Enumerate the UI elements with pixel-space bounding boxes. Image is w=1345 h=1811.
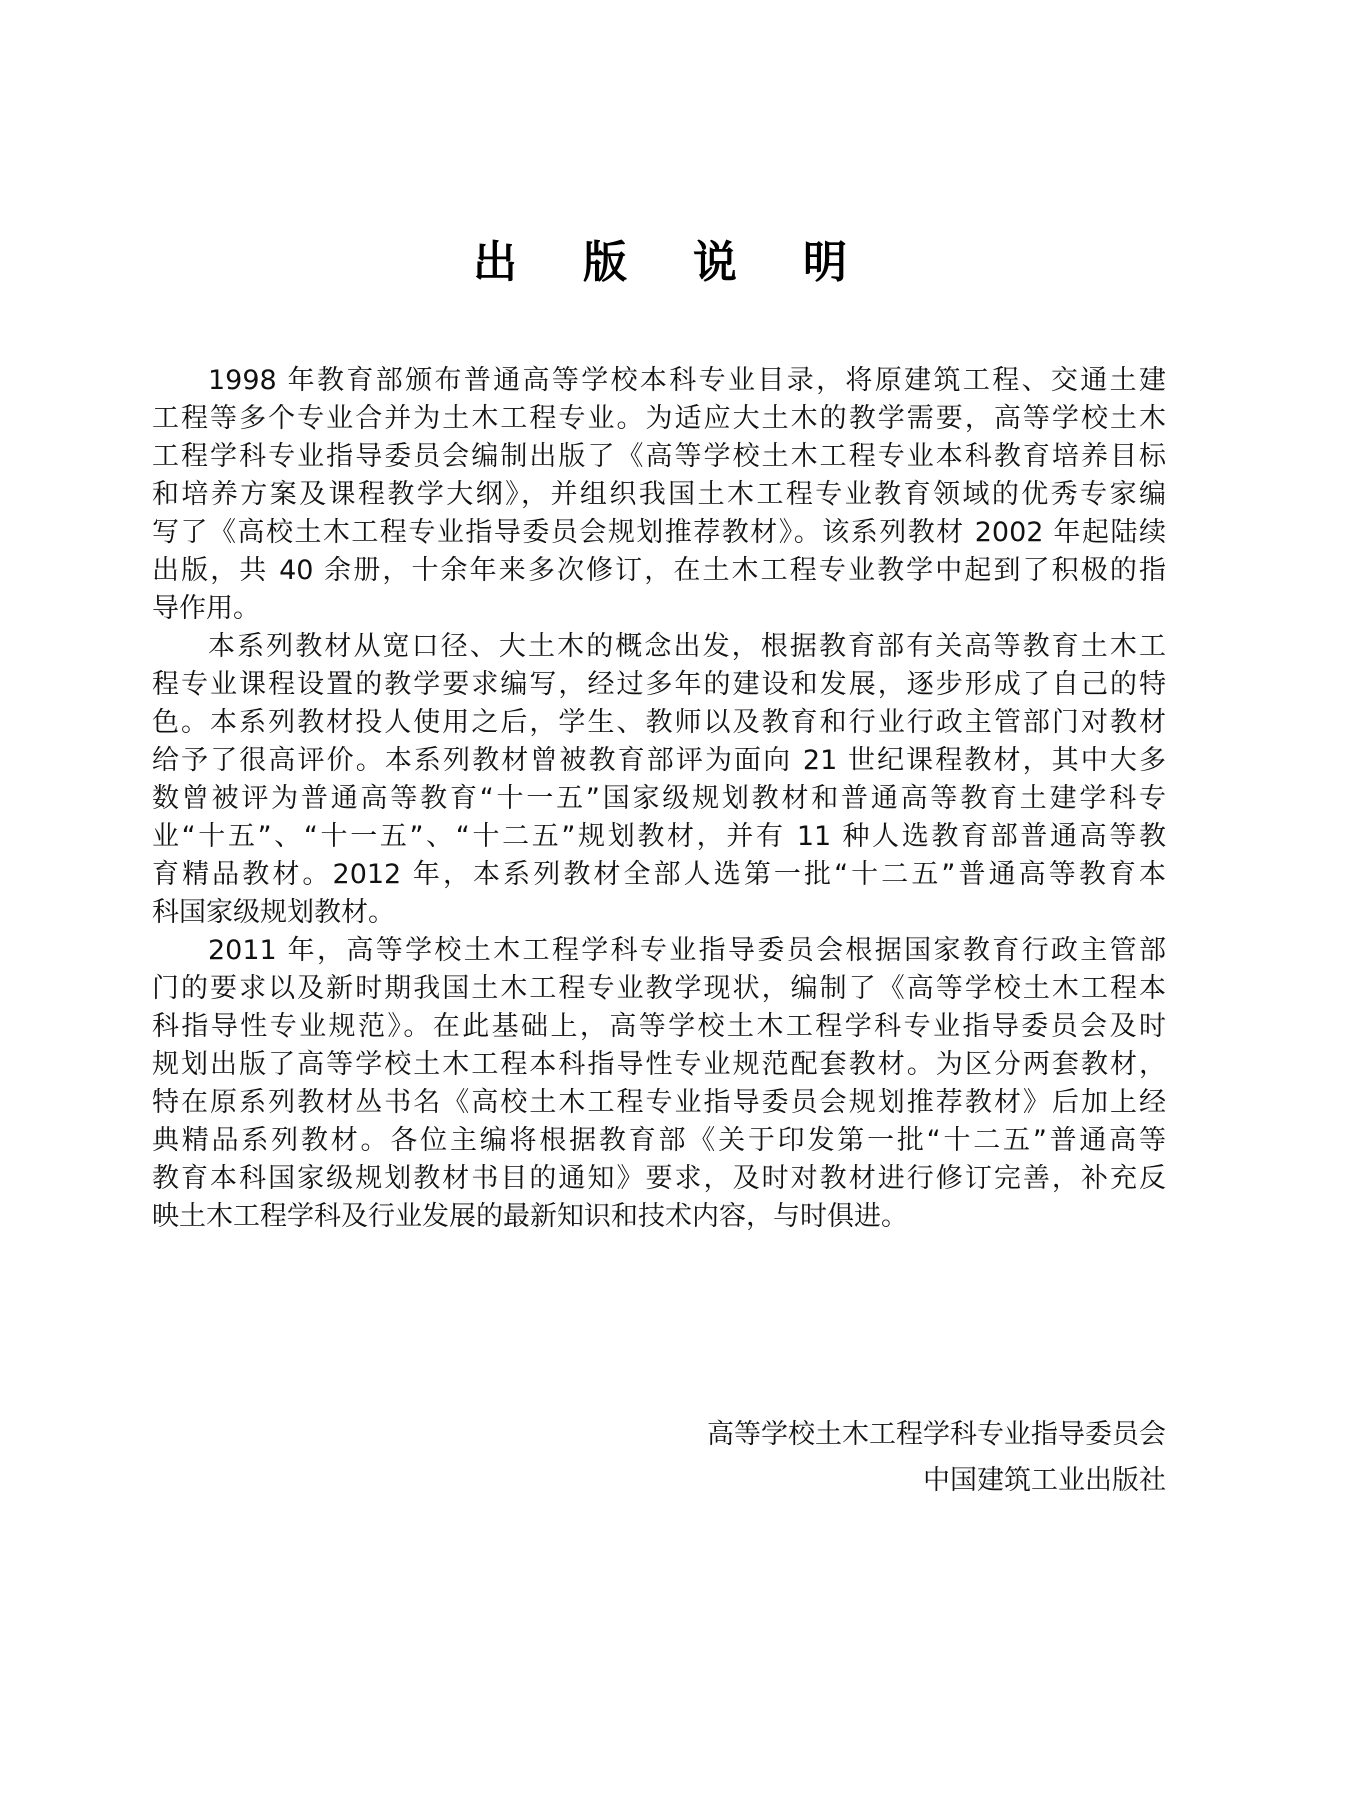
text-line: 数曾被评为普通高等教育“十一五”国家级规划教材和普通高等教育土建学科专 bbox=[152, 783, 1166, 814]
text-line: 规划出版了高等学校土木工程本科指导性专业规范配套教材。为区分两套教材， bbox=[152, 1049, 1166, 1080]
text-line: 程专业课程设置的教学要求编写，经过多年的建设和发展，逐步形成了自己的特 bbox=[152, 669, 1166, 700]
text-line: 映土木工程学科及行业发展的最新知识和技术内容，与时俱进。 bbox=[152, 1201, 908, 1232]
paragraph-3 bbox=[152, 932, 1166, 1236]
text-line: 写了《高校土木工程专业指导委员会规划推荐教材》。该系列教材 2002 年起陆续 bbox=[152, 517, 1166, 548]
title-char: 明 bbox=[803, 237, 847, 288]
text-line: 育精品教材。2012 年，本系列教材全部人选第一批“十二五”普通高等教育本 bbox=[152, 859, 1166, 890]
text-line: 科指导性专业规范》。在此基础上，高等学校土木工程学科专业指导委员会及时 bbox=[152, 1011, 1166, 1042]
page-title bbox=[470, 228, 850, 288]
text-line: 门的要求以及新时期我国土木工程专业教学现状，编制了《高等学校土木工程本 bbox=[152, 973, 1166, 1004]
title-char: 版 bbox=[583, 237, 627, 288]
title-char: 出 bbox=[473, 237, 517, 288]
text-line: 工程等多个专业合并为土木工程专业。为适应大土木的教学需要，高等学校土木 bbox=[152, 403, 1166, 434]
text-line: 特在原系列教材丛书名《高校土木工程专业指导委员会规划推荐教材》后加上经 bbox=[152, 1087, 1166, 1118]
text-line: 1998 年教育部颁布普通高等学校本科专业目录，将原建筑工程、交通土建 bbox=[208, 365, 1166, 396]
text-line: 和培养方案及课程教学大纲》，并组织我国土木工程专业教育领域的优秀专家编 bbox=[152, 479, 1166, 510]
text-line: 本系列教材从宽口径、大土木的概念出发，根据教育部有关高等教育土木工 bbox=[208, 631, 1166, 662]
text-line: 色。本系列教材投人使用之后，学生、教师以及教育和行业行政主管部门对教材 bbox=[152, 707, 1166, 738]
text-line: 出版，共 40 余册，十余年来多次修订，在土木工程专业教学中起到了积极的指 bbox=[152, 555, 1166, 586]
text-line: 导作用。 bbox=[152, 593, 260, 624]
text-line: 给予了很高评价。本系列教材曾被教育部评为面向 21 世纪课程教材，其中大多 bbox=[152, 745, 1166, 776]
body-text bbox=[152, 362, 1166, 1236]
text-line: 教育本科国家级规划教材书目的通知》要求，及时对教材进行修订完善，补充反 bbox=[152, 1163, 1166, 1194]
signature-organization: 高等学校土木工程学科专业指导委员会 bbox=[707, 1419, 1166, 1450]
text-line: 科国家级规划教材。 bbox=[152, 897, 395, 928]
title-char: 说 bbox=[693, 237, 737, 288]
signature-publisher: 中国建筑工业出版社 bbox=[923, 1465, 1166, 1496]
text-line: 典精品系列教材。各位主编将根据教育部《关于印发第一批“十二五”普通高等 bbox=[152, 1125, 1166, 1156]
paragraph-2 bbox=[152, 628, 1166, 932]
text-line: 工程学科专业指导委员会编制出版了《高等学校土木工程专业本科教育培养目标 bbox=[152, 441, 1166, 472]
paragraph-1 bbox=[152, 362, 1166, 628]
signature-block bbox=[707, 1412, 1166, 1504]
text-line: 业“十五”、“十一五”、“十二五”规划教材，并有 11 种人选教育部普通高等教 bbox=[152, 821, 1166, 852]
text-line: 2011 年，高等学校土木工程学科专业指导委员会根据国家教育行政主管部 bbox=[208, 935, 1166, 966]
